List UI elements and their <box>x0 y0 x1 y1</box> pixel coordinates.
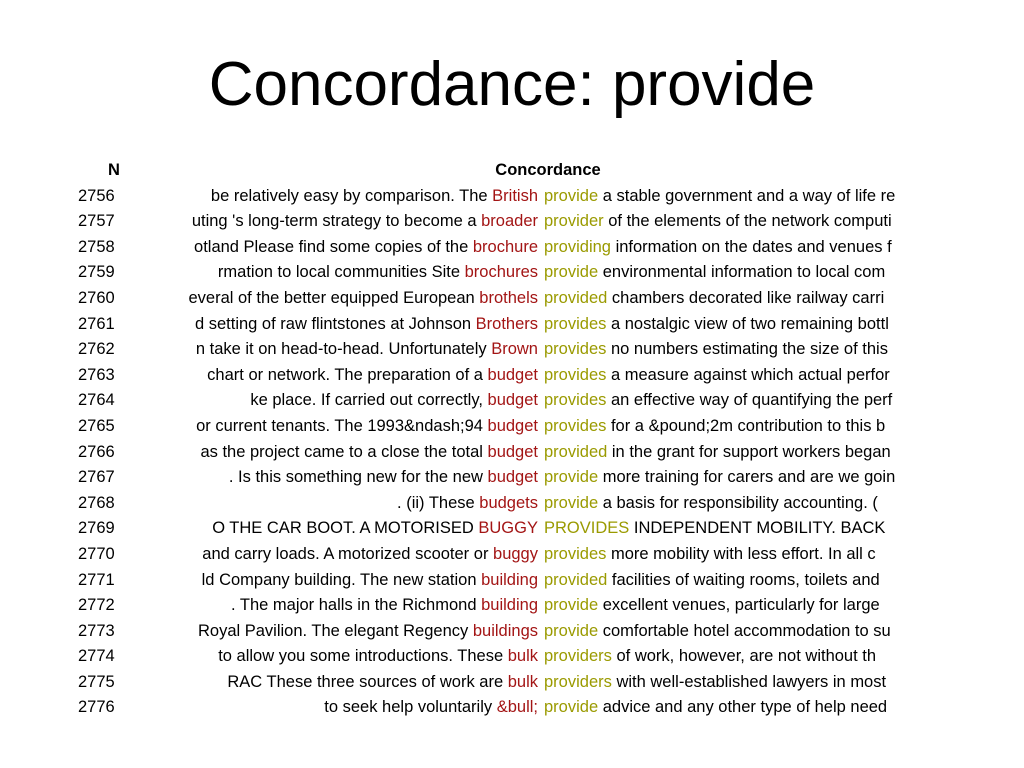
right-context: INDEPENDENT MOBILITY. BACK <box>633 519 886 538</box>
table-row <box>78 363 958 389</box>
table-row <box>78 695 958 721</box>
collocate-word: buggy <box>493 544 538 563</box>
left-block <box>194 235 538 261</box>
left-context: everal of the better equipped European <box>188 288 475 307</box>
left-context: ld Company building. The new station <box>201 570 477 589</box>
left-context: rmation to local communities Site <box>217 263 461 282</box>
left-context: to seek help voluntarily <box>324 698 493 717</box>
node-block <box>544 209 892 235</box>
line-number: 2760 <box>78 288 115 307</box>
right-context: a basis for responsibility accounting. ( <box>602 493 878 512</box>
table-row <box>78 542 958 568</box>
left-context: RAC These three sources of work are <box>227 672 504 691</box>
line-number: 2759 <box>78 263 115 282</box>
collocate-word: budget <box>487 391 538 410</box>
right-context: advice and any other type of help need <box>602 698 888 717</box>
left-block <box>397 491 538 517</box>
node-block <box>544 363 890 389</box>
left-block <box>196 337 538 363</box>
node-block <box>544 260 885 286</box>
node-block <box>544 465 895 491</box>
line-number: 2756 <box>78 186 115 205</box>
table-row <box>78 644 958 670</box>
left-block <box>202 568 538 594</box>
right-context: more mobility with less effort. In all c <box>610 544 876 563</box>
collocate-word: budget <box>487 416 538 435</box>
node-block <box>544 619 891 645</box>
line-number: 2772 <box>78 596 115 615</box>
right-context: environmental information to local com <box>602 263 886 282</box>
table-row <box>78 312 958 338</box>
left-block <box>211 184 538 210</box>
left-context: and carry loads. A motorized scooter or <box>202 544 489 563</box>
right-context: an effective way of quantifying the perf <box>610 391 893 410</box>
table-row <box>78 209 958 235</box>
node-block <box>544 235 892 261</box>
right-context: in the grant for support workers began <box>611 442 891 461</box>
collocate-word: building <box>481 596 538 615</box>
node-block <box>544 440 891 466</box>
slide-title: Concordance: provide <box>208 50 816 119</box>
line-number: 2773 <box>78 621 115 640</box>
node-block <box>544 184 895 210</box>
concordance-rows <box>78 184 958 721</box>
node-block <box>544 593 880 619</box>
table-row <box>78 465 958 491</box>
left-block <box>198 619 538 645</box>
node-word: provided <box>544 570 608 589</box>
left-context: chart or network. The preparation of a <box>207 365 483 384</box>
left-context: Royal Pavilion. The elegant Regency <box>197 621 469 640</box>
left-context: n take it on head-to-head. Unfortunately <box>195 340 487 359</box>
node-block <box>544 337 888 363</box>
line-number: 2762 <box>78 340 115 359</box>
left-block <box>218 260 538 286</box>
left-block <box>192 209 538 235</box>
left-context: . The major halls in the Richmond <box>231 596 477 615</box>
left-block <box>324 695 538 721</box>
node-block <box>544 516 885 542</box>
collocate-word: brochure <box>472 237 538 256</box>
right-context: chambers decorated like railway carri <box>611 288 885 307</box>
node-word: provides <box>544 314 607 333</box>
left-block <box>227 670 538 696</box>
node-block <box>544 491 878 517</box>
header-concordance: Concordance <box>495 161 601 179</box>
node-word: provides <box>544 365 607 384</box>
line-number: 2775 <box>78 672 115 691</box>
right-context: a stable government and a way of life re <box>602 186 896 205</box>
line-number: 2776 <box>78 698 115 717</box>
concordance-table <box>78 158 958 721</box>
collocate-word: budget <box>487 442 538 461</box>
node-word: providing <box>544 237 611 256</box>
table-row <box>78 184 958 210</box>
collocate-word: Brown <box>491 340 538 359</box>
left-context: d setting of raw flintstones at Johnson <box>194 314 472 333</box>
node-word: PROVIDES <box>544 519 630 538</box>
left-context: . Is this something new for the new <box>228 468 483 487</box>
node-block <box>544 388 892 414</box>
left-context: as the project came to a close the total <box>200 442 483 461</box>
node-word: provide <box>544 468 599 487</box>
collocate-word: budgets <box>479 493 538 512</box>
node-word: provides <box>544 391 607 410</box>
left-context: to allow you some introductions. These <box>218 647 504 666</box>
line-number: 2770 <box>78 544 115 563</box>
line-number: 2768 <box>78 493 115 512</box>
table-row <box>78 593 958 619</box>
node-word: provide <box>544 596 599 615</box>
node-word: provides <box>544 340 607 359</box>
line-number: 2761 <box>78 314 115 333</box>
left-context: or current tenants. The 1993&ndash;94 <box>196 416 483 435</box>
table-row <box>78 414 958 440</box>
right-context: facilities of waiting rooms, toilets and <box>611 570 880 589</box>
left-block <box>218 644 538 670</box>
line-number: 2764 <box>78 391 115 410</box>
right-context: no numbers estimating the size of this <box>610 340 888 359</box>
right-context: information on the dates and venues f <box>615 237 892 256</box>
collocate-word: buildings <box>472 621 538 640</box>
table-row <box>78 337 958 363</box>
node-block <box>544 312 889 338</box>
left-block <box>231 593 538 619</box>
left-context: be relatively easy by comparison. The <box>210 186 488 205</box>
node-block <box>544 286 884 312</box>
right-context: with well-established lawyers in most <box>616 672 887 691</box>
left-block <box>207 363 538 389</box>
left-block <box>202 542 538 568</box>
collocate-word: building <box>481 570 538 589</box>
line-number: 2767 <box>78 468 115 487</box>
table-header-row <box>78 158 958 184</box>
node-word: provided <box>544 442 608 461</box>
right-context: a measure against which actual perfor <box>610 365 890 384</box>
node-word: provide <box>544 698 599 717</box>
node-block <box>544 542 876 568</box>
node-word: provide <box>544 186 599 205</box>
collocate-word: bulk <box>507 672 538 691</box>
node-block <box>544 670 886 696</box>
line-number: 2766 <box>78 442 115 461</box>
table-row <box>78 516 958 542</box>
node-word: provide <box>544 263 599 282</box>
table-row <box>78 491 958 517</box>
table-row <box>78 286 958 312</box>
right-context: excellent venues, particularly for large <box>602 596 880 615</box>
collocate-word: &bull; <box>496 698 538 717</box>
left-block <box>195 312 538 338</box>
line-number: 2758 <box>78 237 115 256</box>
collocate-word: broader <box>481 212 538 231</box>
line-number: 2765 <box>78 416 115 435</box>
table-row <box>78 388 958 414</box>
left-context: ke place. If carried out correctly, <box>250 391 483 410</box>
header-n: N <box>108 161 120 179</box>
node-word: provide <box>544 493 599 512</box>
line-number: 2769 <box>78 519 115 538</box>
left-block <box>229 465 538 491</box>
right-context: a nostalgic view of two remaining bottl <box>610 314 889 333</box>
line-number: 2757 <box>78 212 115 231</box>
table-row <box>78 670 958 696</box>
left-block <box>212 516 538 542</box>
collocate-word: budget <box>487 365 538 384</box>
right-context: of the elements of the network computi <box>608 212 892 231</box>
left-block <box>200 440 538 466</box>
left-block <box>250 388 538 414</box>
table-row <box>78 260 958 286</box>
node-block <box>544 695 887 721</box>
node-word: providers <box>544 672 612 691</box>
collocate-word: BUGGY <box>478 519 538 538</box>
line-number: 2774 <box>78 647 115 666</box>
right-context: for a &pound;2m contribution to this b <box>610 416 886 435</box>
line-number: 2763 <box>78 365 115 384</box>
node-word: provider <box>544 212 604 231</box>
table-row <box>78 440 958 466</box>
left-context: uting 's long-term strategy to become a <box>191 212 477 231</box>
line-number: 2771 <box>78 570 115 589</box>
collocate-word: Brothers <box>475 314 538 333</box>
table-row <box>78 568 958 594</box>
node-block <box>544 568 880 594</box>
right-context: comfortable hotel accommodation to su <box>602 621 891 640</box>
right-context: of work, however, are not without th <box>616 647 877 666</box>
node-word: provides <box>544 544 607 563</box>
collocate-word: brothels <box>479 288 538 307</box>
node-word: providers <box>544 647 612 666</box>
collocate-word: British <box>492 186 538 205</box>
right-context: more training for carers and are we goin <box>602 468 896 487</box>
left-context: O THE CAR BOOT. A MOTORISED <box>212 519 474 538</box>
left-context: otland Please find some copies of the <box>194 237 469 256</box>
left-block <box>196 414 538 440</box>
node-word: provide <box>544 621 599 640</box>
table-row <box>78 619 958 645</box>
node-word: provided <box>544 288 608 307</box>
table-row <box>78 235 958 261</box>
node-block <box>544 414 885 440</box>
node-word: provides <box>544 416 607 435</box>
collocate-word: bulk <box>507 647 538 666</box>
left-block <box>188 286 538 312</box>
collocate-word: brochures <box>464 263 538 282</box>
node-block <box>544 644 876 670</box>
collocate-word: budget <box>487 468 538 487</box>
left-context: . (ii) These <box>397 493 475 512</box>
